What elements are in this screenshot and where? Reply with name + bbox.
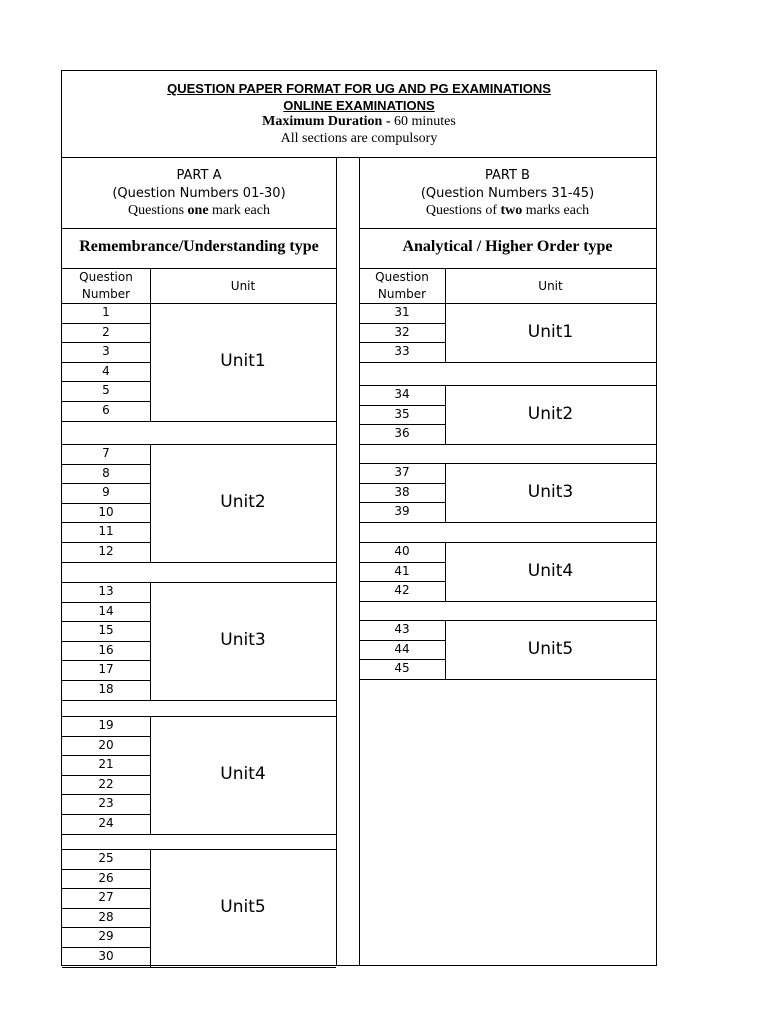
part-a-question-28: 28 (98, 909, 114, 924)
part-a-question-7: 7 (102, 446, 110, 460)
table-rule (62, 381, 150, 382)
table-rule (62, 814, 150, 815)
part-b-unit-label-1: Unit1 (527, 322, 574, 342)
part-a-unit-label-1: Unit1 (220, 351, 266, 371)
part-b-col-unit: Unit (538, 279, 563, 293)
part-a-col-unit: Unit (230, 279, 256, 293)
table-rule (359, 444, 656, 445)
part-a-question-24: 24 (98, 816, 114, 830)
table-rule (359, 502, 445, 503)
part-a-unit-label-4: Unit4 (220, 764, 266, 784)
part-a-question-9: 9 (102, 485, 110, 500)
part-a-question-18: 18 (98, 682, 114, 696)
part-b-unit-label-3: Unit3 (527, 482, 574, 502)
part-a-unit-label-2: Unit2 (220, 492, 266, 512)
part-b-range: (Question Numbers 31-45) (420, 186, 595, 201)
divider (62, 228, 336, 229)
document-subtitle: ONLINE EXAMINATIONS (283, 98, 435, 113)
part-b-name: PART B (485, 168, 530, 183)
part-b-question-32: 32 (394, 324, 410, 339)
table-rule (62, 641, 150, 642)
divider (359, 228, 656, 229)
table-rule (62, 542, 150, 543)
part-b-question-39: 39 (394, 504, 410, 519)
part-a-question-26: 26 (98, 870, 114, 885)
table-rule (62, 660, 150, 661)
part-b-marks-bold: two (500, 203, 523, 218)
part-b-question-31: 31 (394, 305, 410, 319)
table-rule (62, 562, 336, 563)
part-a-marks (62, 203, 336, 219)
table-rule (359, 679, 656, 680)
part-a-question-16: 16 (98, 642, 114, 657)
compulsory-note: All sections are compulsory (280, 131, 438, 146)
part-b-question-43: 43 (394, 622, 410, 636)
duration-line (62, 114, 656, 130)
table-rule (359, 601, 656, 602)
table-rule (359, 483, 445, 484)
part-a-question-17: 17 (98, 662, 114, 677)
part-a-col-question-line1: Question (79, 270, 133, 284)
part-a-marks-bold: one (187, 203, 209, 218)
part-a-type: Remembrance/Understanding type (79, 238, 319, 255)
part-a-question-20: 20 (98, 737, 114, 752)
part-a-question-14: 14 (98, 603, 114, 618)
part-a-question-13: 13 (98, 584, 114, 598)
table-rule (359, 362, 656, 363)
part-a-question-5: 5 (102, 383, 110, 398)
part-b-question-35: 35 (394, 406, 410, 421)
table-rule (62, 464, 150, 465)
table-rule (359, 640, 445, 641)
part-b-col-question-line2: Number (377, 287, 427, 301)
duration-value: 60 minutes (390, 114, 456, 129)
table-rule (62, 888, 150, 889)
part-a-question-15: 15 (98, 623, 114, 638)
table-rule (359, 342, 445, 343)
table-rule (62, 362, 150, 363)
part-a-question-6: 6 (102, 403, 110, 417)
table-rule (359, 562, 445, 563)
table-rule (62, 834, 336, 835)
part-b-col-question (359, 269, 445, 303)
part-a-question-19: 19 (98, 718, 114, 732)
part-b-question-38: 38 (394, 484, 410, 499)
part-a-question-30: 30 (98, 949, 114, 963)
question-paper-format-table (61, 70, 657, 966)
part-b-question-45: 45 (394, 661, 410, 676)
table-rule (62, 323, 150, 324)
part-b-question-33: 33 (394, 344, 410, 359)
part-a-name: PART A (176, 168, 222, 183)
table-rule (62, 700, 336, 701)
table-rule (62, 927, 150, 928)
part-b-unit-label-2: Unit2 (527, 404, 574, 424)
part-b-question-36: 36 (394, 426, 410, 441)
table-rule (62, 503, 150, 504)
part-a-col-question-line2: Number (81, 287, 131, 301)
divider (445, 268, 446, 303)
part-a-question-11: 11 (98, 524, 114, 539)
table-rule (62, 869, 150, 870)
table-rule (359, 522, 656, 523)
table-rule (62, 342, 150, 343)
divider (359, 268, 656, 269)
table-rule (62, 602, 150, 603)
table-rule (359, 405, 445, 406)
table-rule (62, 775, 150, 776)
part-a-question-10: 10 (98, 504, 114, 519)
table-rule (62, 947, 150, 948)
table-rule (62, 483, 150, 484)
part-b-question-34: 34 (394, 387, 410, 401)
table-rule (62, 908, 150, 909)
part-a-question-3: 3 (102, 344, 110, 359)
table-rule (62, 421, 336, 422)
part-b-type: Analytical / Higher Order type (402, 238, 613, 255)
part-b-question-42: 42 (394, 583, 410, 598)
part-a-marks-pre: Questions (128, 203, 188, 218)
table-rule (62, 794, 150, 795)
part-b-unit-label-5: Unit5 (527, 639, 574, 659)
table-rule (62, 680, 150, 681)
table-rule (359, 659, 445, 660)
part-a-question-21: 21 (98, 757, 114, 772)
part-a-question-2: 2 (102, 324, 110, 339)
part-b-question-40: 40 (394, 544, 410, 558)
part-a-question-8: 8 (102, 465, 110, 480)
part-a-unit-label-5: Unit5 (220, 897, 266, 917)
gutter-left-line (336, 157, 337, 965)
part-a-marks-post: mark each (208, 203, 270, 218)
part-a-question-1: 1 (102, 305, 110, 319)
part-a-col-question (62, 269, 150, 303)
table-rule (359, 424, 445, 425)
table-rule (62, 522, 150, 523)
part-b-question-44: 44 (394, 641, 410, 656)
part-a-unit-label-3: Unit3 (220, 630, 266, 650)
part-a-question-23: 23 (98, 796, 114, 811)
table-rule (62, 736, 150, 737)
part-a-range: (Question Numbers 01-30) (112, 186, 286, 201)
part-b-unit-label-4: Unit4 (527, 561, 574, 581)
part-b-question-37: 37 (394, 465, 410, 479)
part-b-marks (359, 203, 656, 219)
part-b-marks-post: marks each (522, 203, 590, 218)
part-b-marks-pre: Questions of (425, 203, 501, 218)
table-rule (359, 581, 445, 582)
document-title: QUESTION PAPER FORMAT FOR UG AND PG EXAMINATIONS (167, 81, 551, 96)
part-a-question-12: 12 (98, 544, 114, 558)
part-a-question-4: 4 (102, 363, 110, 378)
table-rule (359, 323, 445, 324)
table-rule (62, 967, 336, 968)
part-a-question-22: 22 (98, 776, 114, 791)
divider (62, 268, 336, 269)
duration-label: Maximum Duration - (262, 114, 391, 129)
part-a-question-27: 27 (98, 890, 114, 905)
part-b-col-question-line1: Question (375, 270, 429, 284)
divider (150, 268, 151, 303)
part-a-question-25: 25 (98, 851, 114, 865)
table-rule (62, 621, 150, 622)
table-rule (62, 401, 150, 402)
part-a-question-29: 29 (98, 929, 114, 944)
part-b-question-41: 41 (394, 563, 410, 578)
table-rule (62, 755, 150, 756)
